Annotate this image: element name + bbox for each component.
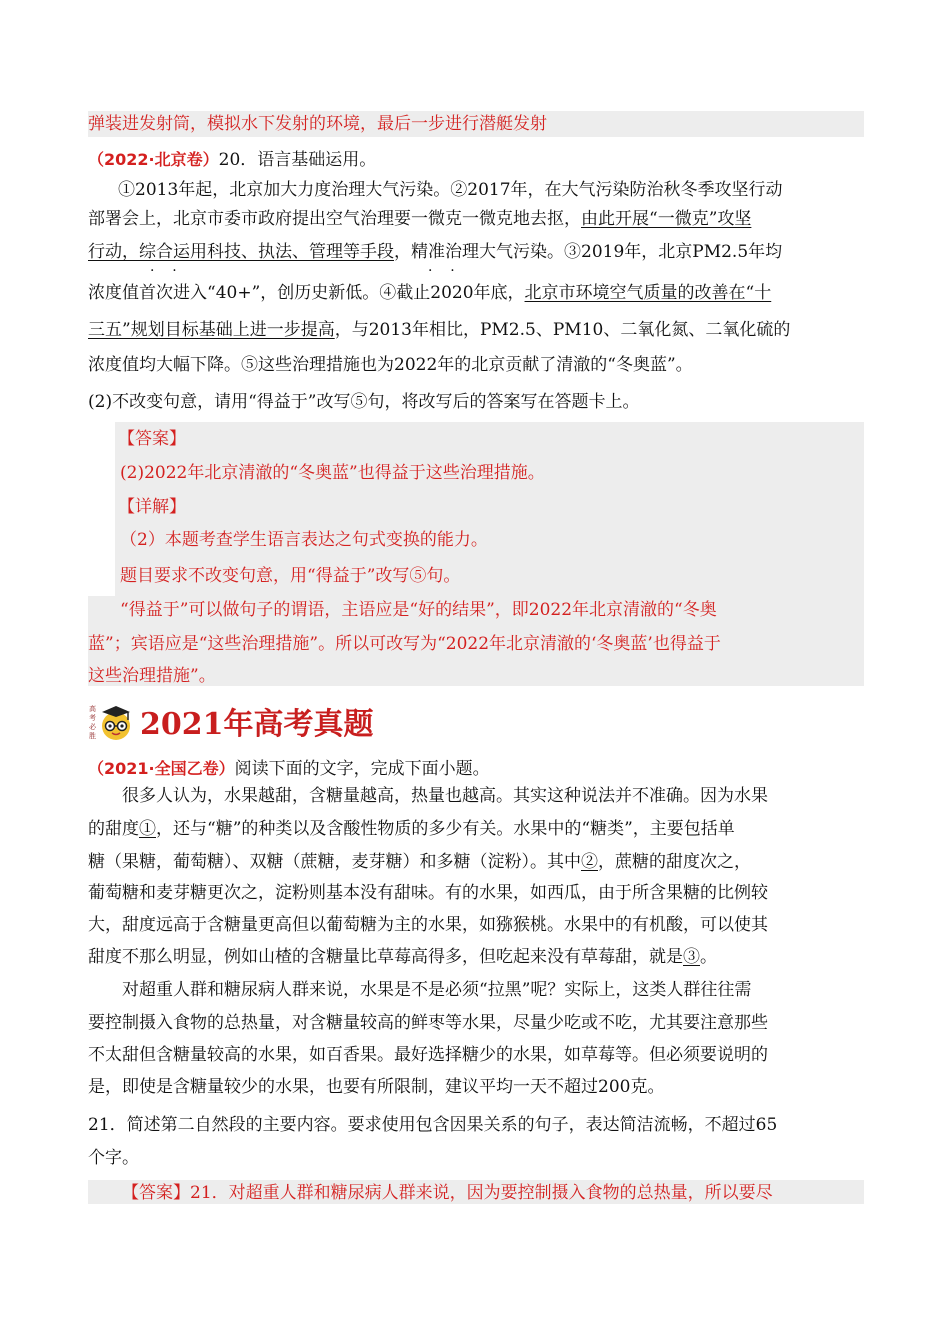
answer-label: 【答案】 — [118, 429, 186, 449]
passage-line: 不太甜但含糖量较高的水果，如百香果。最好选择糖少的水果，如草莓等。但必须要说明的 — [88, 1045, 768, 1065]
detail-line: 这些治理措施”。 — [88, 666, 216, 686]
q21-answer — [88, 1180, 864, 1204]
detail-line: “得益于”可以做句子的谓语，主语应是“好的结果”，即2022年北京清澈的“冬奥 — [120, 600, 717, 620]
underlined-sentence: 三五”规划目标基础上进一步提高 — [88, 320, 335, 340]
q20-paragraph-line: 行动，综合运用科技、执法、管理等手段，精准治理大气污染。③2019年，北京PM2.5年均 — [88, 242, 783, 262]
answer-label: 【答案】 — [122, 1183, 190, 1203]
q21-header — [88, 756, 864, 782]
q21-question: 21．简述第二自然段的主要内容。要求使用包含因果关系的句子，表达简洁流畅，不超过65 — [88, 1115, 778, 1135]
emphasis-dots: · · — [150, 263, 177, 279]
q21-intro: 阅读下面的文字，完成下面小题。 — [234, 759, 490, 779]
passage-line: 葡萄糖和麦芽糖更次之，淀粉则基本没有甜味。有的水果，如西瓜，由于所含果糖的比例较 — [88, 883, 768, 903]
passage-line: 大，甜度远高于含糖量更高但以葡萄糖为主的水果，如猕猴桃。水果中的有机酸，可以使其 — [88, 915, 768, 935]
emphasis-dots: · · — [428, 263, 455, 279]
q20-paragraph-line: 浓度值首次进入“40+”，创历史新低。④截止2020年底，北京市环境空气质量的改善在“十 — [88, 283, 772, 303]
answer-text: 21．对超重人群和糖尿病人群来说，因为要控制摄入食物的总热量，所以要尽 — [190, 1183, 773, 1203]
svg-text:高: 高 — [89, 705, 96, 713]
underlined-sentence: 行动，综合运用科技、执法、管理等手段 — [88, 242, 394, 262]
detail-line: （2）本题考查学生语言表达之句式变换的能力。 — [120, 530, 488, 550]
blank-2: ② — [581, 852, 598, 872]
section-heading — [88, 700, 374, 742]
passage-line: 的甜度①，还与“糖”的种类以及含酸性物质的多少有关。水果中的“糖类”，主要包括单 — [88, 819, 735, 839]
detail-label: 【详解】 — [118, 497, 186, 517]
passage-line: 很多人认为，水果越甜，含糖量越高，热量也越高。其实这种说法并不准确。因为水果 — [122, 786, 768, 806]
q20-paragraph-line: 三五”规划目标基础上进一步提高，与2013年相比，PM2.5、PM10、二氧化氮、二氧化硫的 — [88, 320, 791, 340]
q20-paragraph-line: 部署会上，北京市委市政府提出空气治理要一微克一微克地去抠，由此开展“一微克”攻坚 — [88, 209, 752, 229]
section-title: 2021年高考真题 — [140, 707, 374, 742]
exam-logo-icon — [88, 700, 134, 742]
q21-source: （2021·全国乙卷） — [88, 759, 235, 778]
blank-1: ① — [139, 819, 156, 839]
underlined-sentence: 北京市环境空气质量的改善在“十 — [524, 283, 772, 303]
passage-line: 要控制摄入食物的总热量，对含糖量较高的鲜枣等水果，尽量少吃或不吃，尤其要注意那些 — [88, 1013, 768, 1033]
q20-header — [88, 147, 864, 173]
passage-line: 对超重人群和糖尿病人群来说，水果是不是必须“拉黑”呢？实际上，这类人群往往需 — [122, 980, 752, 1000]
passage-line: 糖（果糖，葡萄糖）、双糖（蔗糖，麦芽糖）和多糖（淀粉）。其中②，蔗糖的甜度次之， — [88, 852, 751, 872]
q20-question: (2)不改变句意，请用“得益于”改写⑤句，将改写后的答案写在答题卡上。 — [88, 392, 640, 412]
passage-line: 是，即使是含糖量较少的水果，也要有所限制，建议平均一天不超过200克。 — [88, 1077, 665, 1097]
blank-3: ③ — [683, 947, 700, 967]
svg-text:必: 必 — [89, 723, 96, 731]
q20-source: （2022·北京卷） — [88, 150, 219, 169]
q21-question: 个字。 — [88, 1148, 139, 1168]
detail-line: 题目要求不改变句意，用“得益于”改写⑤句。 — [120, 566, 461, 586]
underlined-sentence: 由此开展“一微克”攻坚 — [581, 209, 752, 229]
svg-text:胜: 胜 — [89, 732, 96, 740]
q20-title: 20．语言基础运用。 — [218, 150, 377, 170]
passage-line: 甜度不那么明显，例如山楂的含糖量比草莓高得多，但吃起来没有草莓甜，就是③。 — [88, 947, 717, 967]
svg-text:考: 考 — [89, 714, 96, 722]
answer-continuation — [88, 111, 864, 137]
detail-line: 蓝”；宾语应是“这些治理措施”。所以可改写为“2022年北京清澈的‘冬奥蓝’也得益于 — [88, 634, 721, 654]
answer-text: 弹装进发射筒，模拟水下发射的环境，最后一步进行潜艇发射 — [88, 114, 547, 134]
q20-paragraph-line: ①2013年起，北京加大力度治理大气污染。②2017年，在大气污染防治秋冬季攻坚行动 — [118, 180, 783, 200]
answer-text: (2)2022年北京清澈的“冬奥蓝”也得益于这些治理措施。 — [120, 463, 545, 483]
q20-paragraph-line: 浓度值均大幅下降。⑤这些治理措施也为2022年的北京贡献了清澈的“冬奥蓝”。 — [88, 355, 693, 375]
